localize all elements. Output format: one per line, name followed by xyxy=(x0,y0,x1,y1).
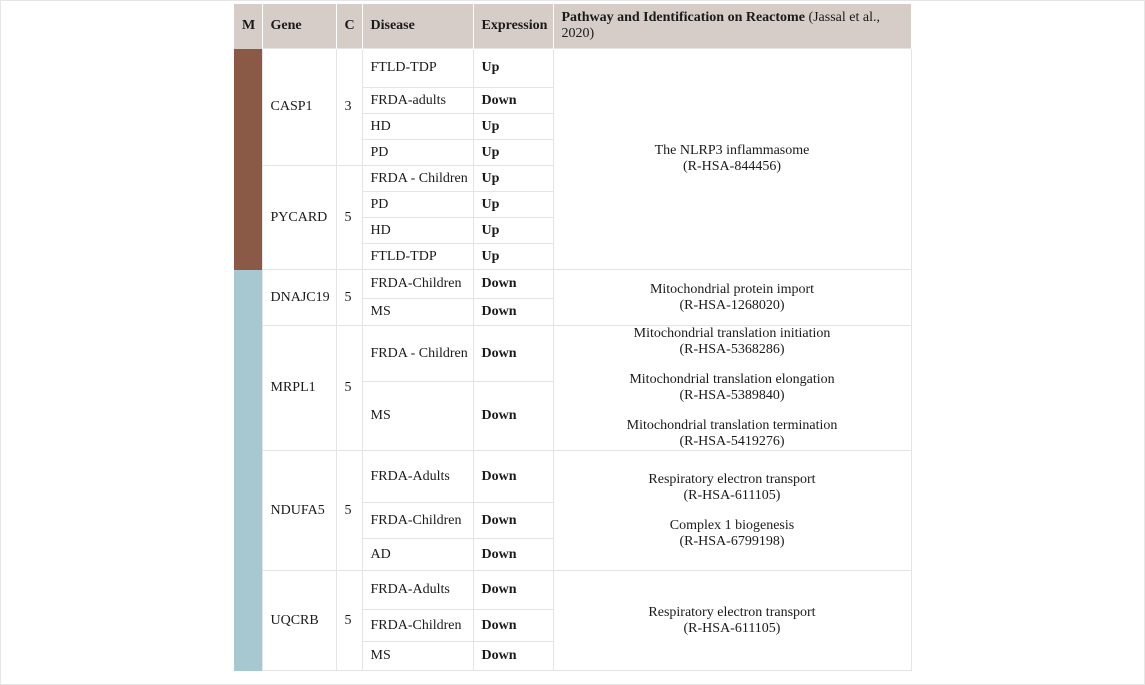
disease-cell: HD xyxy=(362,218,473,244)
pathway-id: (R-HSA-6799198) xyxy=(679,533,785,549)
table-row xyxy=(234,270,911,299)
pathway-id: (R-HSA-5419276) xyxy=(679,434,785,449)
pathway-cell xyxy=(553,49,911,270)
pathway-id: (R-HSA-844456) xyxy=(683,159,781,174)
gene-cell: MRPL1 xyxy=(262,326,336,451)
expression-cell: Down xyxy=(473,571,553,610)
gene-expression-table xyxy=(234,4,912,671)
disease-cell: MS xyxy=(362,299,473,326)
disease-cell: FRDA-Children xyxy=(362,610,473,642)
header-m: M xyxy=(234,4,262,49)
pathway-name: Mitochondrial translation elongation xyxy=(629,372,835,387)
c-cell: 5 xyxy=(336,166,362,270)
expression-cell: Up xyxy=(473,244,553,270)
header-citation: (Jassal et al., 2020) xyxy=(561,10,880,41)
expression-cell: Down xyxy=(473,539,553,571)
disease-cell: MS xyxy=(362,382,473,451)
pathway-cell xyxy=(553,270,911,326)
pathway-cell xyxy=(553,451,911,571)
module-blue-cell xyxy=(234,270,262,671)
expression-cell: Down xyxy=(473,299,553,326)
header-gene: Gene xyxy=(262,4,336,49)
c-cell: 3 xyxy=(336,49,362,166)
c-cell: 5 xyxy=(336,270,362,326)
expression-cell: Down xyxy=(473,88,553,114)
expression-cell: Down xyxy=(473,503,553,539)
gene-cell: PYCARD xyxy=(262,166,336,270)
header-disease: Disease xyxy=(362,4,473,49)
header-expression: Expression xyxy=(473,4,553,49)
pathway-name: Mitochondrial protein import xyxy=(649,281,815,297)
header-c: C xyxy=(336,4,362,49)
disease-cell: FRDA-Children xyxy=(362,270,473,299)
disease-cell: FTLD-TDP xyxy=(362,49,473,88)
pathway-name: Mitochondrial translation initiation xyxy=(633,326,831,341)
disease-cell: FRDA-Adults xyxy=(362,571,473,610)
expression-cell: Down xyxy=(473,642,553,671)
disease-cell: FRDA - Children xyxy=(362,326,473,382)
disease-cell: FTLD-TDP xyxy=(362,244,473,270)
pathway-id: (R-HSA-5368286) xyxy=(679,342,785,357)
expression-cell: Up xyxy=(473,140,553,166)
expression-cell: Down xyxy=(473,382,553,451)
gene-cell: CASP1 xyxy=(262,49,336,166)
expression-cell: Down xyxy=(473,451,553,503)
pathway-cell xyxy=(553,571,911,671)
gene-cell: UQCRB xyxy=(262,571,336,671)
c-cell: 5 xyxy=(336,326,362,451)
pathway-id: (R-HSA-1268020) xyxy=(679,297,785,313)
table-row xyxy=(234,49,911,88)
expression-cell: Down xyxy=(473,270,553,299)
disease-cell: PD xyxy=(362,140,473,166)
header-row xyxy=(234,4,911,49)
c-cell: 5 xyxy=(336,451,362,571)
disease-cell: MS xyxy=(362,642,473,671)
table-row xyxy=(234,571,911,610)
pathway-name: The NLRP3 inflammasome xyxy=(654,143,810,158)
pathway-id: (R-HSA-5389840) xyxy=(679,388,785,403)
expression-cell: Up xyxy=(473,114,553,140)
expression-cell: Up xyxy=(473,49,553,88)
pathway-cell xyxy=(553,326,911,451)
disease-cell: AD xyxy=(362,539,473,571)
header-pathway: Pathway and Identification on Reactome (Jassal et al., 2020) xyxy=(553,4,911,49)
disease-cell: FRDA-Adults xyxy=(362,451,473,503)
expression-cell: Down xyxy=(473,326,553,382)
pathway-name: Mitochondrial translation termination xyxy=(626,418,838,433)
gene-cell: NDUFA5 xyxy=(262,451,336,571)
pathway-name: Respiratory electron transport xyxy=(648,604,816,620)
disease-cell: PD xyxy=(362,192,473,218)
table-row xyxy=(234,451,911,503)
pathway-id: (R-HSA-611105) xyxy=(683,487,781,503)
expression-cell: Up xyxy=(473,166,553,192)
expression-cell: Up xyxy=(473,192,553,218)
expression-cell: Up xyxy=(473,218,553,244)
module-brown-cell xyxy=(234,49,262,270)
expression-cell: Down xyxy=(473,610,553,642)
pathway-name: Respiratory electron transport xyxy=(648,471,816,487)
c-cell: 5 xyxy=(336,571,362,671)
disease-cell: HD xyxy=(362,114,473,140)
gene-cell: DNAJC19 xyxy=(262,270,336,326)
disease-cell: FRDA - Children xyxy=(362,166,473,192)
pathway-id: (R-HSA-611105) xyxy=(683,620,781,636)
table-row xyxy=(234,326,911,382)
disease-cell: FRDA-Children xyxy=(362,503,473,539)
pathway-name: Complex 1 biogenesis xyxy=(669,517,795,533)
disease-cell: FRDA-adults xyxy=(362,88,473,114)
